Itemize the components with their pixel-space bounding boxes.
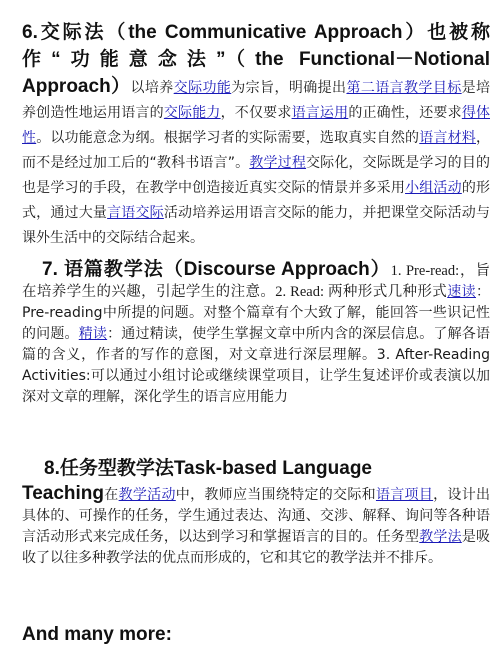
term-link[interactable]: 语言运用 xyxy=(291,105,349,121)
term-link[interactable]: 得体性 xyxy=(22,105,490,146)
section-heading: 6.交际法（the Communicative Approach）也被称作“功能意念法”（the Functional－Notional Approach） xyxy=(22,22,490,97)
section-body: 以培养交际功能为宗旨，明确提出第二语言教学目标是培养创造性地运用语言的交际能力，不仅要求语言运用的正确性，还要求得体性。以功能意念为纲。根据学习者的实际需要，选取真实自然的语言材料，而不是经过加工后的“教科书语言”。教学过程交际化，交际既是学习的目的也是学习的手段，在教学中创造接近真实交际的情景并多采用小组活动的形式，通过大量言语交际活动培养运用语言交际的能力，并把课堂交际活动与课外生活中的交际结合起来。 xyxy=(22,80,491,246)
term-link[interactable]: 言语交际 xyxy=(107,205,164,221)
section-task-based-teaching: 8.任务型教学法Task-based Language Teaching在教学活动中，教师应当围绕特定的交际和语言项目，设计出具体的、可操作的任务，学生通过表达、沟通、交涉、解释、询问等各种语言活动形式来完成任务，以达到学习和掌握语言的目的。任务型教学法是吸收了以往多种教学法的优点而形成的，它和其它的教学法并不排斥。 xyxy=(22,455,490,569)
term-link[interactable]: 交际能力 xyxy=(163,105,221,121)
term-link[interactable]: 速读 xyxy=(447,284,476,300)
term-link[interactable]: 教学活动 xyxy=(118,487,176,503)
term-link[interactable]: 精读 xyxy=(78,326,108,342)
term-link[interactable]: 第二语言教学目标 xyxy=(346,80,462,96)
section-discourse-approach: 7. 语篇教学法（Discourse Approach）1. Pre-read:，旨在培养学生的兴趣，引起学生的注意。2. Read: 两种形式几种形式速读：Pre-reading中所提的问题。对整个篇章有个大致了解，能回答一些识记性的问题。精读：通过精读，使学生掌握文章中所内含的深层信息。了解各语篇的含义，作者的写作的意图，对文章进行深层理解。3. After-Reading Activities:可以通过小组讨论或继续课堂项目，让学生复述评价或表演以加深对文章的理解，深化学生的语言应用能力 xyxy=(22,259,490,405)
section-communicative-approach xyxy=(22,20,490,251)
section-heading: 7. 语篇教学法（Discourse Approach） xyxy=(42,259,391,280)
term-link[interactable]: 语言材料 xyxy=(419,130,476,146)
section-heading: 8.任务型教学法Task-based Language xyxy=(44,458,372,479)
term-link[interactable]: 小组活动 xyxy=(405,180,462,196)
section-more xyxy=(22,624,490,647)
term-link[interactable]: 教学法 xyxy=(419,529,462,545)
term-link[interactable]: 交际功能 xyxy=(173,80,232,96)
term-link[interactable]: 语言项目 xyxy=(375,487,434,503)
term-link[interactable]: 教学过程 xyxy=(249,155,307,171)
term-link[interactable]: 在 xyxy=(104,487,119,503)
section-heading: And many more: xyxy=(22,624,172,645)
section-heading-cont: Teaching xyxy=(22,483,104,504)
